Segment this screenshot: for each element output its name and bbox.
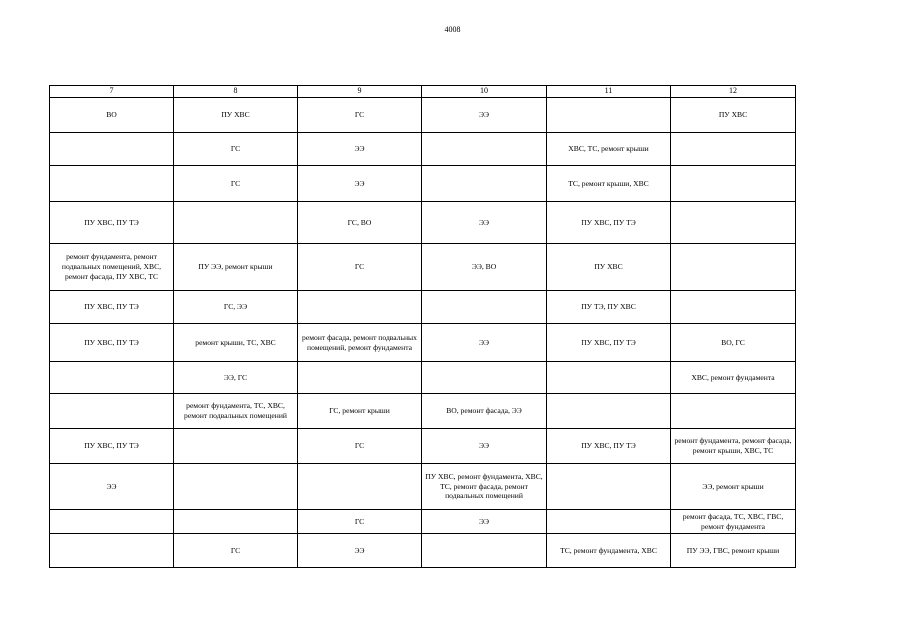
- table-row: [50, 202, 796, 244]
- table-cell: ЭЭ: [298, 133, 422, 166]
- table-cell: ЭЭ, ГС: [174, 362, 298, 394]
- table-cell: [50, 362, 174, 394]
- table-cell: ВО, ГС: [671, 324, 796, 362]
- table-cell: [547, 464, 671, 510]
- column-header: 12: [671, 86, 796, 98]
- table-cell: [547, 98, 671, 133]
- page-number: 4008: [444, 25, 461, 34]
- table-cell: [671, 291, 796, 324]
- table-cell: ремонт фундамента, ремонт подвальных помещений, ХВС, ремонт фасада, ПУ ХВС, ТС: [50, 244, 174, 291]
- table-cell: ГС: [298, 510, 422, 534]
- table-cell: ремонт крыши, ТС, ХВС: [174, 324, 298, 362]
- table-cell: [50, 166, 174, 202]
- table-row: [50, 244, 796, 291]
- table-cell: ПУ ХВС, ПУ ТЭ: [547, 202, 671, 244]
- table-cell: [422, 291, 547, 324]
- table-cell: [671, 244, 796, 291]
- table-cell: ВО: [50, 98, 174, 133]
- table-cell: ГС: [298, 98, 422, 133]
- table-cell: ремонт фундамента, ремонт фасада, ремонт крыши, ХВС, ТС: [671, 429, 796, 464]
- table-cell: ГС: [174, 166, 298, 202]
- table-cell: [422, 133, 547, 166]
- table-cell: ПУ ХВС, ПУ ТЭ: [50, 202, 174, 244]
- table-cell: [50, 534, 174, 568]
- table-cell: [298, 362, 422, 394]
- table-row: [50, 510, 796, 534]
- table-cell: [174, 510, 298, 534]
- table-cell: ТС, ремонт фундамента, ХВС: [547, 534, 671, 568]
- table-cell: [422, 362, 547, 394]
- table-cell: [547, 510, 671, 534]
- table-cell: ХВС, ремонт фундамента: [671, 362, 796, 394]
- table-cell: [50, 394, 174, 429]
- table-cell: ЭЭ: [422, 429, 547, 464]
- table-cell: [547, 362, 671, 394]
- table-cell: ЭЭ: [422, 98, 547, 133]
- table-cell: [547, 394, 671, 429]
- table-cell: ГС: [174, 534, 298, 568]
- table-cell: ГС, ЭЭ: [174, 291, 298, 324]
- table-cell: ПУ ХВС, ПУ ТЭ: [50, 429, 174, 464]
- table-row: [50, 464, 796, 510]
- table-cell: [671, 133, 796, 166]
- column-header: 7: [50, 86, 174, 98]
- table-cell: [298, 291, 422, 324]
- table-cell: [671, 166, 796, 202]
- table-cell: ПУ ЭЭ, ГВС, ремонт крыши: [671, 534, 796, 568]
- table-cell: ЭЭ: [422, 510, 547, 534]
- table-cell: ПУ ХВС: [174, 98, 298, 133]
- table-cell: [671, 202, 796, 244]
- table-cell: ЭЭ: [298, 534, 422, 568]
- table-cell: ПУ ЭЭ, ремонт крыши: [174, 244, 298, 291]
- table-cell: [50, 510, 174, 534]
- table-cell: ПУ ХВС: [547, 244, 671, 291]
- table-row: [50, 133, 796, 166]
- table-cell: [298, 464, 422, 510]
- table-cell: ПУ ТЭ, ПУ ХВС: [547, 291, 671, 324]
- table-cell: ЭЭ: [422, 324, 547, 362]
- header-row: [50, 86, 796, 98]
- column-header: 10: [422, 86, 547, 98]
- column-header: 9: [298, 86, 422, 98]
- table-cell: [174, 202, 298, 244]
- table-cell: ТС, ремонт крыши, ХВС: [547, 166, 671, 202]
- table-cell: ХВС, ТС, ремонт крыши: [547, 133, 671, 166]
- table-cell: ПУ ХВС, ПУ ТЭ: [50, 324, 174, 362]
- table-row: [50, 324, 796, 362]
- column-header: 8: [174, 86, 298, 98]
- table-cell: ремонт фундамента, ТС, ХВС, ремонт подвальных помещений: [174, 394, 298, 429]
- table-row: [50, 394, 796, 429]
- table-cell: ремонт фасада, ремонт подвальных помещений, ремонт фундамента: [298, 324, 422, 362]
- table-cell: [174, 429, 298, 464]
- table-row: [50, 98, 796, 133]
- data-table: [49, 85, 796, 568]
- table-cell: ЭЭ: [50, 464, 174, 510]
- table-cell: ПУ ХВС, ПУ ТЭ: [547, 429, 671, 464]
- table-row: [50, 291, 796, 324]
- table-cell: ЭЭ: [298, 166, 422, 202]
- table-cell: ГС: [298, 429, 422, 464]
- table-cell: [422, 166, 547, 202]
- table-cell: ПУ ХВС, ПУ ТЭ: [50, 291, 174, 324]
- table-row: [50, 534, 796, 568]
- table-cell: [671, 394, 796, 429]
- table-row: [50, 362, 796, 394]
- table-cell: ГС, ремонт крыши: [298, 394, 422, 429]
- table-cell: ПУ ХВС: [671, 98, 796, 133]
- table-cell: [50, 133, 174, 166]
- table-row: [50, 429, 796, 464]
- table-cell: [422, 534, 547, 568]
- table-cell: [174, 464, 298, 510]
- table-cell: ПУ ХВС, ремонт фундамента, ХВС, ТС, ремонт фасада, ремонт подвальных помещений: [422, 464, 547, 510]
- table-cell: ПУ ХВС, ПУ ТЭ: [547, 324, 671, 362]
- table-cell: ГС, ВО: [298, 202, 422, 244]
- table-cell: ВО, ремонт фасада, ЭЭ: [422, 394, 547, 429]
- table-cell: ГС: [298, 244, 422, 291]
- table-cell: ГС: [174, 133, 298, 166]
- table-row: [50, 166, 796, 202]
- table-cell: ЭЭ, ВО: [422, 244, 547, 291]
- table-cell: ЭЭ, ремонт крыши: [671, 464, 796, 510]
- table-cell: ЭЭ: [422, 202, 547, 244]
- column-header: 11: [547, 86, 671, 98]
- table-cell: ремонт фасада, ТС, ХВС, ГВС, ремонт фундамента: [671, 510, 796, 534]
